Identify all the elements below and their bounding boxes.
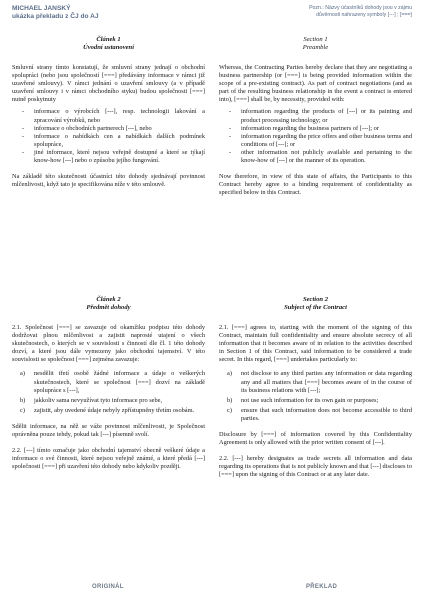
list-marker: a) xyxy=(20,370,25,378)
list-item: - jiné informace, které nejsou veřejně dostupné a které se týkají know-how [---] nebo o způsobu jejího fungování. xyxy=(12,149,205,165)
list-marker: a) xyxy=(227,370,232,378)
original-section2-consent: Sdělit informace, na něž se váže povinnost mlčenlivosti, je Společnost oprávněna pouze tehdy, pokud tak [---] písemně svolí. xyxy=(12,422,205,439)
translation-section1-conclusion: Now therefore, in view of this state of affairs, the Participants to this Contract hereby agree to a binding requirement of confidentiality as specified below in this Contract. xyxy=(219,173,412,197)
list-item xyxy=(12,407,205,415)
list-text: not use such information for its own gain or purposes; xyxy=(241,396,379,404)
list-item: - informace o nabídkách cen a nabídkách dalších podmínek spolupráce, xyxy=(12,133,205,149)
translation-section1-intro: Whereas, the Contracting Parties hereby declare that they are negotiating a business partnership (or [===] is being provided information within the scope of a pre-existing contract). As part of contract negotiations (and as part of the resulting business relationship in the event a contract is entered into), [===] shall be, by necessity, provided with: xyxy=(219,64,412,104)
note-line-2: důvěrnosti nahrazeny symboly [---] ; [===] xyxy=(316,12,412,18)
original-section1-intro: Smluvní strany tímto konstatují, že smluvní strany jednají o obchodní spolupráci (nebo jsou společností [===] předávány informace v rámci již uzavřené smlouvy). V rámci jednání o uzavření smlouvy (a v případě uzavření smlouvy i v rámci obchodního styku) budou společnosti [===] nutně poskytnuty xyxy=(12,64,205,104)
list-item: - informace o obchodních partnerech [---], nebo xyxy=(12,125,205,133)
list-text: ensure that such information does not become accessible to third parties. xyxy=(241,406,412,422)
list-item: - information regarding the business partners of [---]; or xyxy=(219,125,412,133)
list-item: - information regarding the price offers and other business terms and conditions of [---]; or xyxy=(219,133,412,149)
original-section1-title: Článek 1 xyxy=(96,36,121,43)
list-item xyxy=(12,370,205,394)
list-item: - information regarding the products of [---] or its painting and product processing technology; or xyxy=(219,108,412,124)
list-text: nesdělit třetí osobě žádné informace a údaje o veškerých skutečnostech, které se společnost [===] dozví na základě spolupráce s [---], xyxy=(34,370,205,394)
author-header xyxy=(12,5,99,22)
list-item xyxy=(219,370,412,394)
original-column-label: ORIGINÁL xyxy=(92,584,124,590)
author-name: MICHAEL JANSKÝ xyxy=(12,5,71,12)
translation-section2-subtitle: Subject of the Contract xyxy=(284,304,347,312)
translation-section1-heading xyxy=(219,36,412,53)
original-section2-title: Článek 2 xyxy=(96,296,121,303)
original-section2-list xyxy=(12,370,205,414)
original-section1-subtitle: Úvodní ustanovení xyxy=(82,44,135,52)
translation-section2-consent: Disclosure by [===] of information covered by this Confidentiality Agreement is only allowed with the prior written consent of [---]. xyxy=(219,431,412,447)
list-text: zajistit, aby uvedené údaje nebyly zpřístupněny třetím osobám. xyxy=(34,406,195,414)
original-section2-clause1: 2.1. Společnost [===] se zavazuje od okamžiku podpisu této dohody dodržovat plnou mlčenlivost a zajistit naprosté utajení o všech skutečnostech, o kterých se v souvislosti s činností dle čl. 1 této dohody dozví, a které jsou dále vymezeny jako obchodní tajemství. V této souvislosti se společnost [===] zejména zavazuje: xyxy=(12,324,205,364)
note-line-1: Pozn.: Názvy účastníků dohody jsou v zájmu xyxy=(309,5,412,11)
translation-section2-title: Section 2 xyxy=(302,296,329,303)
note-header xyxy=(262,5,412,19)
translation-section1-title: Section 1 xyxy=(303,36,328,43)
list-item: - other information not publicly available and pertaining to the know-how of [---] or the manner of its operation. xyxy=(219,149,412,165)
translation-section2-clause1: 2.1. [===] agrees to, starting with the moment of the signing of this Contract, maintain full confidentiality and ensure absolute secrecy of all information that it becomes aware of in relation to the activities described in Section 1 of this Contract, said information to be considered a trade secret. In this regard, [===] undertakes particularly to: xyxy=(219,324,412,364)
list-marker: b) xyxy=(227,396,233,404)
list-marker: c) xyxy=(227,406,232,414)
original-section2-body xyxy=(12,324,205,471)
original-section2-subtitle: Předmět dohody xyxy=(86,304,131,312)
sample-description: ukázka překladu z ČJ do AJ xyxy=(12,13,99,21)
translation-section1-subtitle: Preamble xyxy=(302,44,329,52)
list-text: not disclose to any third parties any information or data regarding any and all matters that [===] becomes aware of in the course of its business relations with [---]; xyxy=(241,370,412,394)
list-item xyxy=(219,407,412,423)
original-section1-conclusion: Na základě této skutečnosti účastníci této dohody sjednávají povinnost mlčenlivosti, když tato je specifikována níže v této smlouvě. xyxy=(12,173,205,189)
translation-section2-heading xyxy=(219,296,412,313)
list-marker: b) xyxy=(20,396,26,404)
translation-section1-body xyxy=(219,64,412,197)
original-section2-heading xyxy=(12,296,205,313)
translation-column-label: PŘEKLAD xyxy=(306,584,338,590)
original-section2-clause2: 2.2. [---] tímto označuje jako obchodní tajemství obecně veškeré údaje a informace o své činnosti, které nejsou veřejně známé, a které předá [---] společnosti [===] při uzavření této dohody nebo kdykoliv později. xyxy=(12,447,205,471)
list-marker: c) xyxy=(20,406,25,414)
translation-section2-list xyxy=(219,370,412,423)
translation-section2-body xyxy=(219,324,412,480)
list-item: - informace o výrobcích [---], resp. technologii lakování a zpracování výrobků, nebo xyxy=(12,108,205,124)
original-section1-heading xyxy=(12,36,205,53)
list-text: jakkoliv sama nevyužívat tyto informace pro sebe, xyxy=(34,396,163,404)
list-item xyxy=(219,397,412,405)
translation-section2-clause2: 2.2. [---] hereby designates as trade secrets all information and data regarding its operations that is not publicly known and that [---] discloses to [===] upon the signing of this Contract or at any later date. xyxy=(219,455,412,479)
original-section1-list xyxy=(12,108,205,165)
original-section1-body xyxy=(12,64,205,189)
list-item xyxy=(12,397,205,405)
translation-section1-list xyxy=(219,108,412,165)
